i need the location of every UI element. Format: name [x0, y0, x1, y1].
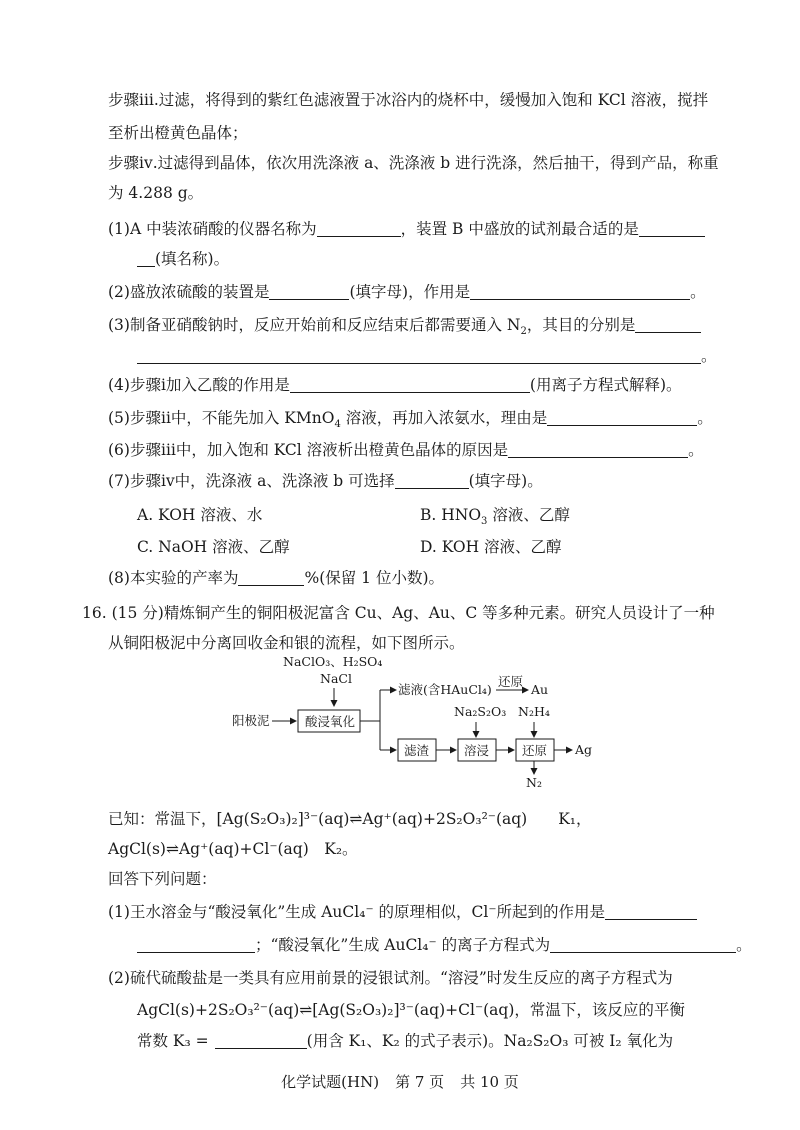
q15-4 [108, 374, 682, 396]
option-b[interactable] [420, 504, 570, 526]
q15-8 [108, 567, 444, 589]
filtrate-label: 滤液(含HAuCl₄) [398, 682, 492, 697]
q15-1-text-b: ，装置 B 中盛放的试剂最合适的是 [400, 220, 639, 238]
q15-8-text-b: %(保留 1 位小数)。 [304, 569, 445, 587]
q16-2-line2: AgCl(s)+2S₂O₃²⁻(aq)⇌[Ag(S₂O₃)₂]³⁻(aq)+Cl⁻(aq)，常温下，该反应的平衡 [137, 1001, 685, 1019]
q15-1-text-a: (1)A 中装浓硝酸的仪器名称为 [108, 220, 317, 238]
q16-1-cont [137, 934, 752, 956]
q15-3-text-c: 。 [701, 347, 717, 365]
answer-blank[interactable] [550, 936, 736, 953]
q15-1 [108, 218, 705, 240]
answer-blank[interactable] [269, 283, 349, 300]
footer-total: 共 10 页 [460, 1073, 519, 1091]
q16-1 [108, 901, 697, 923]
q15-3-cont [137, 345, 717, 367]
answer-blank[interactable] [470, 283, 690, 300]
option-a[interactable]: A. KOH 溶液、水 [137, 506, 263, 524]
q15-5-text-a: (5)步骤ⅱ中，不能先加入 KMnO [108, 409, 335, 427]
q16-2-line1: (2)硫代硫酸盐是一类具有应用前景的浸银试剂。“溶浸”时发生反应的离子方程式为 [108, 969, 673, 987]
known-line1: 已知：常温下，[Ag(S₂O₃)₂]³⁻(aq)⇌Ag⁺(aq)+2S₂O₃²⁻(aq) K₁， [108, 810, 592, 828]
reagent-nacl: NaCl [320, 671, 352, 686]
q16-head-line2: 从铜阳极泥中分离回收金和银的流程，如下图所示。 [108, 634, 465, 652]
ag-product: Ag [575, 742, 593, 757]
q16-2-text-b: (用含 K₁、K₂ 的式子表示)。Na₂S₂O₃ 可被 I₂ 氧化为 [306, 1032, 674, 1050]
q15-4-text-a: (4)步骤ⅰ加入乙酸的作用是 [108, 376, 290, 394]
footer-subject: 化学试题(HN) [281, 1073, 380, 1091]
q16-2-line3 [137, 1030, 673, 1052]
step4-line1: 步骤ⅳ.过滤得到晶体，依次用洗涤液 a、洗涤液 b 进行洗涤，然后抽干，得到产品，称重 [108, 154, 719, 172]
answer-intro: 回答下列问题： [108, 870, 217, 888]
reagents-top: NaClO₃、H₂SO₄ [283, 654, 383, 669]
q15-5-text-c: 。 [697, 409, 713, 427]
q15-4-text-b: (用离子方程式解释)。 [529, 376, 682, 394]
option-b-text-b: 溶液、乙醇 [487, 506, 570, 524]
option-b-sub: 3 [481, 516, 488, 528]
q15-8-text-a: (8)本实验的产率为 [108, 569, 239, 587]
q15-7-text-b: (填字母)。 [468, 472, 543, 490]
oxidation-label: 酸浸氧化 [305, 714, 356, 729]
known-line2: AgCl(s)⇌Ag⁺(aq)+Cl⁻(aq) K₂。 [108, 840, 358, 858]
q15-2 [108, 281, 706, 303]
answer-blank[interactable] [547, 409, 697, 426]
option-c[interactable]: C. NaOH 溶液、乙醇 [137, 538, 290, 556]
answer-blank[interactable] [635, 316, 701, 333]
q16-1-text-b: ；“酸浸氧化”生成 AuCl₄⁻ 的离子方程式为 [255, 936, 551, 954]
q15-3-sub: 2 [520, 326, 527, 338]
q15-2-text-a: (2)盛放浓硫酸的装置是 [108, 283, 270, 301]
option-b-text-a: B. HNO [420, 506, 482, 524]
n2-product: N₂ [526, 775, 542, 790]
q15-2-text-c: 。 [690, 283, 706, 301]
q16-2-text-a: 常数 K₃ = [137, 1032, 209, 1050]
q15-2-text-b: (填字母)，作用是 [349, 283, 471, 301]
q15-5-text-b: 溶液，再加入浓氨水，理由是 [340, 409, 548, 427]
q16-head-line1: 16. (15 分)精炼铜产生的铜阳极泥富含 Cu、Ag、Au、C 等多种元素。研究人员设计了一种 [82, 604, 715, 622]
leach-reagent: Na₂S₂O₃ [454, 704, 507, 719]
footer-page: 第 7 页 [395, 1073, 445, 1091]
answer-blank[interactable] [605, 903, 697, 920]
q16-1-text-c: 。 [736, 936, 752, 954]
q15-1-text-c: (填名称)。 [155, 250, 230, 268]
residue-label: 滤渣 [404, 743, 430, 758]
step4-line2: 为 4.288 g。 [108, 184, 204, 202]
q15-3-text-a: (3)制备亚硝酸钠时，反应开始前和反应结束后都需要通入 N [108, 316, 521, 334]
n2h4-reagent: N₂H₄ [518, 704, 550, 719]
step3-line2: 至析出橙黄色晶体； [108, 124, 248, 142]
q15-6 [108, 439, 704, 461]
start-anode-slime: 阳极泥 [232, 713, 270, 728]
q16-1-text-a: (1)王水溶金与“酸浸氧化”生成 AuCl₄⁻ 的原理相似，Cl⁻所起到的作用是 [108, 903, 606, 921]
page-footer [0, 1071, 800, 1092]
q15-7 [108, 470, 543, 492]
reduce-label-top: 还原 [498, 674, 524, 689]
answer-blank[interactable] [238, 569, 304, 586]
q15-3-text-b: ，其目的分别是 [526, 316, 636, 334]
q15-5 [108, 407, 713, 429]
flow-svg [220, 650, 600, 790]
step3-line1: 步骤ⅲ.过滤，将得到的紫红色滤液置于冰浴内的烧杯中，缓慢加入饱和 KCl 溶液，搅拌 [108, 91, 709, 109]
au-product: Au [531, 682, 549, 697]
answer-blank[interactable] [137, 250, 155, 267]
answer-blank[interactable] [508, 441, 688, 458]
answer-blank[interactable] [317, 220, 401, 237]
q15-5-sub: 4 [334, 419, 341, 431]
q15-3 [108, 314, 701, 336]
leach-label: 溶浸 [464, 743, 490, 758]
answer-blank[interactable] [137, 936, 255, 953]
answer-blank[interactable] [639, 220, 705, 237]
q15-6-text-a: (6)步骤ⅲ中，加入饱和 KCl 溶液析出橙黄色晶体的原因是 [108, 441, 509, 459]
answer-blank[interactable] [395, 472, 469, 489]
q15-1-cont [137, 248, 229, 270]
q15-7-text-a: (7)步骤ⅳ中，洗涤液 a、洗涤液 b 可选择 [108, 472, 395, 490]
reduce-box-label: 还原 [522, 743, 548, 758]
process-flow-diagram [220, 650, 600, 790]
q15-6-text-b: 。 [688, 441, 704, 459]
answer-blank[interactable] [215, 1032, 307, 1049]
answer-blank[interactable] [137, 347, 701, 364]
answer-blank[interactable] [290, 376, 530, 393]
option-d[interactable]: D. KOH 溶液、乙醇 [420, 538, 562, 556]
